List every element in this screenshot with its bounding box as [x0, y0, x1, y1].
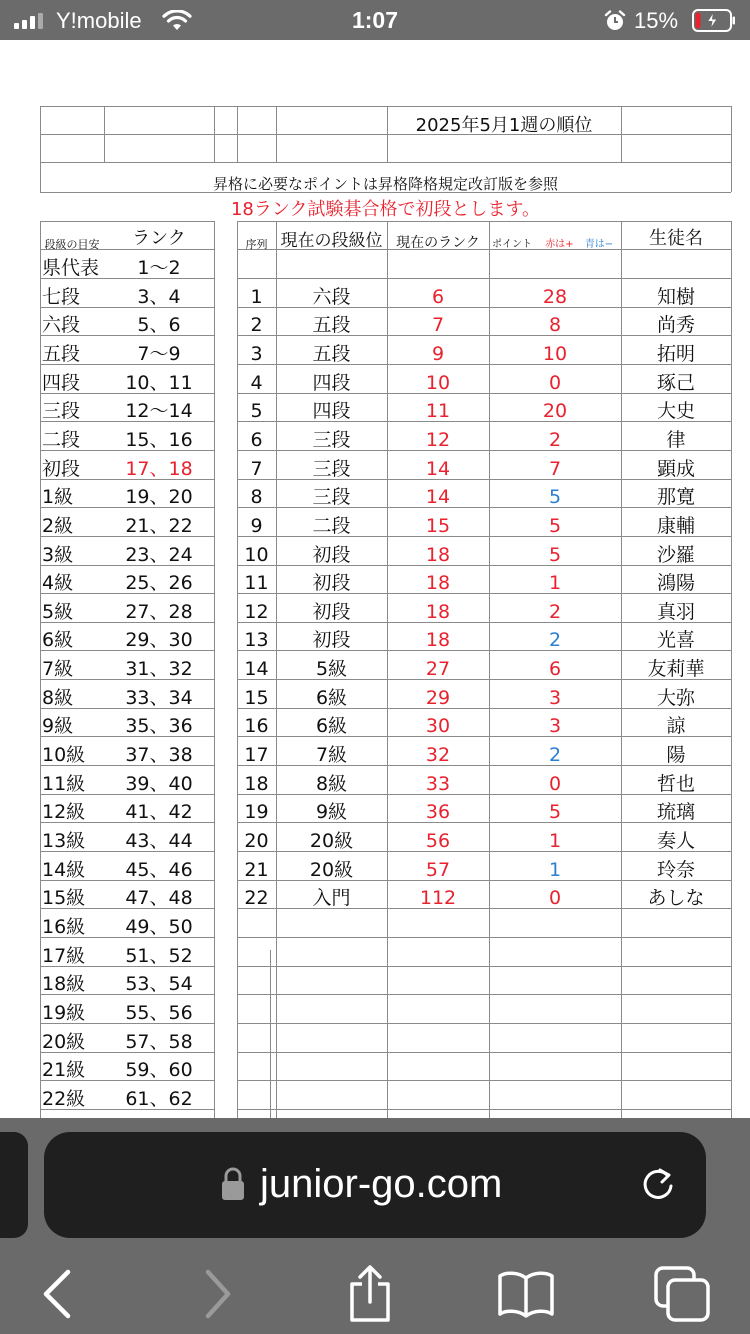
student-points: 2: [548, 744, 562, 767]
guide-grade: 4級: [42, 572, 74, 595]
browser-toolbar: [0, 1118, 750, 1334]
student-rank: 10: [425, 371, 451, 394]
guide-grade: 12級: [42, 801, 86, 824]
student-order: 16: [244, 715, 269, 738]
guide-rank: 19、20: [125, 486, 193, 509]
header-grade-guide: 段級の目安: [44, 238, 100, 251]
student-grade: 三段: [312, 428, 351, 451]
student-name: 陽: [666, 744, 686, 767]
student-order: 9: [250, 514, 263, 537]
student-name: 真羽: [656, 600, 695, 623]
student-points: 6: [548, 658, 562, 681]
battery-percent: 15%: [634, 8, 679, 33]
guide-rank: 31、32: [125, 658, 193, 681]
grid-line: [731, 221, 732, 1118]
student-order: 11: [244, 572, 269, 595]
battery-icon: [692, 9, 736, 32]
guide-grade: 18級: [42, 973, 86, 996]
guide-grade: 17級: [42, 944, 86, 967]
carrier-name: Y!mobile: [56, 8, 142, 33]
student-points: 0: [548, 371, 562, 394]
student-points: 0: [548, 887, 562, 910]
grid-line: [276, 106, 277, 162]
guide-grade: 七段: [42, 285, 81, 308]
student-grade: 初段: [312, 572, 351, 595]
guide-grade: 9級: [42, 715, 74, 738]
student-rank: 32: [425, 744, 451, 767]
student-points: 10: [542, 342, 568, 365]
student-grade: 二段: [312, 514, 351, 537]
guide-rank: 61、62: [125, 1087, 193, 1110]
student-rank: 6: [431, 285, 445, 308]
guide-rank: 3、4: [137, 285, 181, 308]
student-points: 20: [542, 400, 568, 423]
student-name: 光喜: [656, 629, 695, 652]
guide-grade: 11級: [42, 772, 86, 795]
student-points: 3: [548, 686, 562, 709]
guide-grade: 20級: [42, 1030, 86, 1053]
header-points-red: 赤は+: [545, 239, 574, 250]
student-name: 諒: [666, 715, 686, 738]
previous-tab-edge[interactable]: [0, 1132, 28, 1238]
guide-rank: 39、40: [125, 772, 193, 795]
guide-grade: 21級: [42, 1059, 86, 1082]
guide-rank: 29、30: [125, 629, 193, 652]
back-icon[interactable]: [28, 1264, 88, 1324]
student-points: 5: [548, 801, 562, 824]
student-name: 友莉華: [647, 658, 705, 681]
grid-line: [731, 162, 732, 192]
guide-rank: 49、50: [125, 915, 193, 938]
guide-rank: 17、18: [125, 457, 193, 480]
student-name: 知樹: [656, 285, 695, 308]
guide-rank: 23、24: [125, 543, 193, 566]
student-grade: 六段: [312, 285, 351, 308]
student-points: 2: [548, 428, 562, 451]
student-grade: 6級: [315, 686, 348, 709]
header-current-grade: 現在の段級位: [280, 231, 383, 251]
student-rank: 18: [425, 543, 451, 566]
student-order: 6: [250, 428, 263, 451]
student-grade: 9級: [315, 801, 348, 824]
student-points: 8: [548, 314, 562, 337]
student-rank: 15: [425, 514, 451, 537]
grid-line: [237, 221, 731, 222]
student-rank: 14: [425, 457, 451, 480]
student-rank: 18: [425, 572, 451, 595]
student-rank: 9: [431, 342, 445, 365]
grid-line: [40, 162, 731, 163]
grid-line: [40, 134, 731, 135]
guide-rank: 45、46: [125, 858, 193, 881]
student-order: 14: [244, 658, 269, 681]
guide-grade: 1級: [42, 486, 74, 509]
student-order: 20: [244, 830, 269, 852]
guide-rank: 51、52: [125, 944, 193, 967]
clock-time: 1:07: [351, 7, 399, 33]
student-points: 1: [548, 572, 562, 595]
guide-grade: 五段: [42, 342, 81, 365]
grid-line: [237, 1052, 731, 1053]
guide-grade: 初段: [42, 457, 81, 480]
student-order: 8: [250, 486, 263, 509]
guide-grade: 7級: [42, 658, 74, 681]
student-order: 1: [250, 285, 263, 308]
guide-grade: 2級: [42, 514, 74, 537]
guide-grade: 四段: [42, 371, 81, 394]
sheet-title: 2025年5月1週の順位: [415, 115, 593, 136]
student-name: 那寛: [656, 486, 695, 509]
share-icon[interactable]: [340, 1264, 400, 1324]
grid-line: [237, 937, 731, 938]
header-points: [492, 234, 620, 256]
student-order: 4: [250, 371, 263, 394]
student-order: 3: [250, 342, 263, 365]
student-grade: 入門: [312, 887, 351, 910]
student-grade: 6級: [315, 715, 348, 738]
guide-rank: 15、16: [125, 428, 193, 451]
student-rank: 30: [425, 715, 451, 738]
sheet-note: 昇格に必要なポイントは昇格降格規定改訂版を参照: [212, 175, 558, 193]
student-order: 7: [250, 457, 263, 480]
status-bar: [0, 0, 750, 40]
student-name: 鴻陽: [656, 572, 695, 595]
guide-grade: 10級: [42, 744, 86, 767]
header-rank: ランク: [132, 228, 186, 249]
guide-rank: 59、60: [125, 1059, 193, 1082]
student-points: 2: [548, 629, 562, 652]
header-order: 序列: [245, 238, 268, 251]
header-points-label: ポイント: [492, 239, 532, 250]
student-grade: 20級: [309, 830, 354, 852]
student-name: 康輔: [656, 514, 695, 537]
guide-rank: 10、11: [125, 371, 193, 394]
student-order: 10: [244, 543, 269, 566]
guide-grade: 22級: [42, 1087, 86, 1110]
student-rank: 29: [425, 686, 451, 709]
forward-icon[interactable]: [186, 1264, 246, 1324]
student-grade: 四段: [312, 371, 351, 394]
guide-rank: 37、38: [125, 744, 193, 767]
guide-grade: 6級: [42, 629, 74, 652]
student-rank: 18: [425, 629, 451, 652]
student-points: 5: [548, 543, 562, 566]
student-rank: 11: [425, 400, 451, 423]
guide-rank: 21、22: [125, 514, 193, 537]
student-order: 22: [244, 887, 269, 910]
student-order: 15: [244, 686, 269, 709]
student-points: 1: [548, 830, 562, 852]
tabs-icon[interactable]: [652, 1264, 712, 1324]
grid-line: [621, 106, 622, 162]
student-name: 沙羅: [656, 543, 695, 566]
guide-rank: 43、44: [125, 830, 193, 852]
student-order: 19: [244, 801, 269, 824]
guide-rank: 25、26: [125, 572, 193, 595]
bookmarks-icon[interactable]: [496, 1264, 556, 1324]
student-name: 琢己: [656, 371, 695, 394]
student-points: 5: [548, 514, 562, 537]
guide-grade: 三段: [42, 400, 81, 423]
student-rank: 57: [425, 858, 451, 881]
header-student: 生徒名: [649, 228, 703, 249]
grid-line: [40, 106, 41, 162]
grid-line: [270, 950, 271, 1118]
student-name: 哲也: [656, 772, 695, 795]
guide-grade: 19級: [42, 1001, 86, 1024]
student-rank: 7: [431, 314, 445, 337]
guide-grade: 8級: [42, 686, 74, 709]
student-order: 13: [244, 629, 269, 652]
student-name: 大弥: [656, 686, 695, 709]
student-name: 顕成: [656, 457, 695, 480]
guide-grade: 県代表: [42, 257, 100, 279]
student-grade: 初段: [312, 629, 351, 652]
student-grade: 7級: [315, 744, 348, 767]
grid-line: [237, 1080, 731, 1081]
student-points: 0: [548, 772, 562, 795]
student-order: 5: [250, 400, 263, 423]
grid-line: [237, 1109, 731, 1110]
student-points: 5: [548, 486, 562, 509]
address-bar[interactable]: [44, 1132, 706, 1238]
student-name: 琉璃: [656, 801, 695, 824]
grid-line: [237, 966, 731, 967]
student-points: 28: [542, 285, 568, 308]
student-points: 3: [548, 715, 562, 738]
student-rank: 27: [425, 658, 451, 681]
student-name: あしな: [647, 887, 705, 910]
student-rank: 12: [425, 428, 451, 451]
student-order: 12: [244, 600, 269, 623]
student-name: 拓明: [656, 342, 695, 365]
guide-rank: 7〜9: [137, 342, 181, 365]
guide-rank: 33、34: [125, 686, 193, 709]
guide-grade: 六段: [42, 314, 81, 337]
student-grade: 三段: [312, 457, 351, 480]
guide-grade: 15級: [42, 887, 86, 910]
header-current-rank: 現在のランク: [396, 235, 480, 251]
student-grade: 20級: [309, 858, 354, 881]
grid-line: [104, 106, 105, 162]
student-grade: 四段: [312, 400, 351, 423]
guide-grade: 16級: [42, 915, 86, 938]
grid-line: [237, 994, 731, 995]
student-points: 7: [548, 457, 562, 480]
ranking-table: [0, 40, 750, 1118]
grid-line: [214, 221, 215, 1118]
grid-line: [237, 1023, 731, 1024]
guide-rank: 35、36: [125, 715, 193, 738]
url-text: junior-go.com: [260, 1162, 503, 1206]
student-grade: 初段: [312, 543, 351, 566]
student-rank: 56: [425, 830, 451, 852]
guide-rank: 1〜2: [137, 257, 181, 279]
student-name: 尚秀: [656, 314, 695, 337]
grid-line: [40, 221, 214, 222]
grid-line: [214, 106, 215, 162]
student-rank: 14: [425, 486, 451, 509]
student-name: 大史: [656, 400, 695, 423]
student-order: 21: [244, 858, 269, 881]
student-name: 律: [666, 428, 686, 451]
guide-grade: 5級: [42, 600, 74, 623]
guide-grade: 二段: [42, 428, 81, 451]
guide-rank: 12〜14: [125, 400, 193, 423]
grid-line: [731, 106, 732, 162]
student-order: 2: [250, 314, 263, 337]
student-grade: 三段: [312, 486, 351, 509]
student-grade: 初段: [312, 600, 351, 623]
student-rank: 18: [425, 600, 451, 623]
lock-icon: [220, 1166, 246, 1202]
student-rank: 112: [419, 887, 457, 910]
student-name: 奏人: [656, 830, 695, 852]
student-order: 17: [244, 744, 269, 767]
student-rank: 33: [425, 772, 451, 795]
sheet-notice: 18ランク試験碁合格で初段とします。: [230, 199, 541, 220]
student-grade: 五段: [312, 342, 351, 365]
guide-rank: 41、42: [125, 801, 193, 824]
guide-grade: 3級: [42, 543, 74, 566]
guide-rank: 55、56: [125, 1001, 193, 1024]
guide-rank: 57、58: [125, 1030, 193, 1053]
guide-rank: 5、6: [137, 314, 181, 337]
student-grade: 5級: [315, 658, 348, 681]
guide-grade: 13級: [42, 830, 86, 852]
header-points-blue: 青は−: [584, 239, 614, 250]
student-rank: 36: [425, 801, 451, 824]
student-points: 2: [548, 600, 562, 623]
guide-rank: 47、48: [125, 887, 193, 910]
alarm-icon: [604, 10, 626, 32]
grid-line: [40, 106, 731, 107]
student-grade: 五段: [312, 314, 351, 337]
student-grade: 8級: [315, 772, 348, 795]
guide-rank: 53、54: [125, 973, 193, 996]
guide-grade: 14級: [42, 858, 86, 881]
student-points: 1: [548, 858, 562, 881]
student-name: 玲奈: [656, 858, 695, 881]
grid-line: [237, 278, 731, 279]
guide-rank: 27、28: [125, 600, 193, 623]
reload-icon[interactable]: [638, 1164, 678, 1204]
grid-line: [237, 106, 238, 162]
student-order: 18: [244, 772, 269, 795]
